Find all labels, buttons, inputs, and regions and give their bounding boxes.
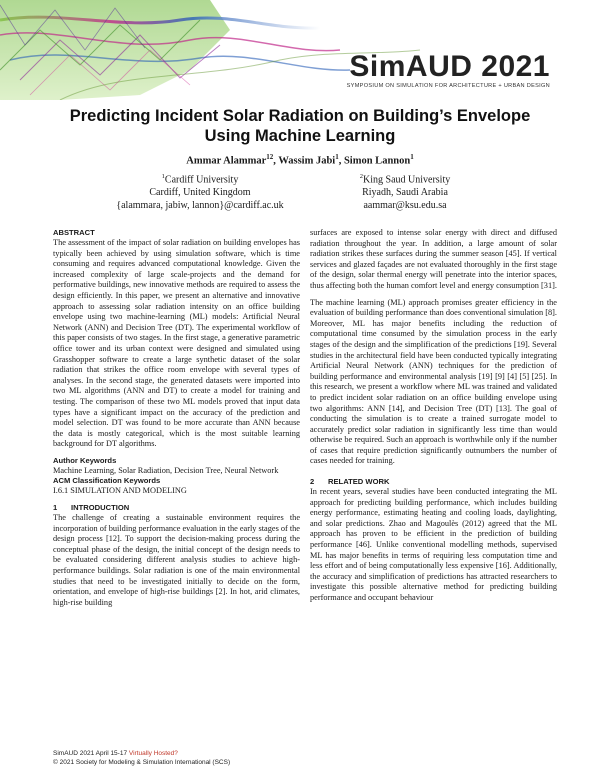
title-line-2: Using Machine Learning <box>204 127 396 145</box>
introduction-text: The challenge of creating a sustainable environment requires the incorporation of building performance evaluation in the early stages of the design process [12]. To support the decision-making process during the conceptual phase of the design, the initial concept of the design needs to be evaluated considering different analysis studies to achieve high-performance buildings. Solar radiation is one of the main environmental studies that need to be investigated initially to decide on the form, orientation, and envelope of high-rise buildings [2]. In hot, arid climates, high-rise building <box>53 513 300 607</box>
keywords-text: Machine Learning, Solar Radiation, Decision Tree, Neural Network <box>53 465 279 475</box>
right-column <box>310 228 557 604</box>
abstract-text: The assessment of the impact of solar radiation on building envelopes has typically been achieved by using simulation software, which is time consuming and requires advanced computational knowledge. Given the increased complexity of large scale-projects and the demand for performative buildings, new innovative methods are required to assess the design efficiently. In this paper, we present an alternative and innovative approach to assessing solar radiation intensity on an office building envelope using two machine-learning (ML) models: Artificial Neural Network (ANN) and Decision Tree (DT). The experimental workflow of this paper consists of two stages. In the first stage, a generative parametric office tower and its urban context were designed and simulated using Grasshopper software to create a large synthetic dataset of the solar radiation that strikes the office room envelope with several types of analyses. In the second stage, the generated datasets were imported into two ML algorithms (ANN and DT) to create a model for training and testing. The comparison of these two ML models proved that input data types have a significant impact on the accuracy of the prediction and model selection. DT was found to be more accurate than ANN because the data is mostly categorical, which is the most suitable learning background for DT algorithms. <box>53 238 300 449</box>
related-work-heading <box>310 477 557 487</box>
acm-text: I.6.1 SIMULATION AND MODELING <box>53 486 187 496</box>
affiliation-location: Cardiff, United Kingdom <box>149 187 251 199</box>
paper-title <box>40 106 560 146</box>
author-affiliation-mark: 1 <box>410 153 414 161</box>
body-paragraph: surfaces are exposed to intense solar energy with direct and diffused radiation throughout the year. In addition, a large amount of solar radiation strikes these surfaces during the summer season [45]. If vertical services and glazed façades are not evaluated thoroughly in the first stage of the design, solar thermal energy will penetrate into the interior spaces, thus affecting both the human comfort level and energy consumption [31]. <box>310 228 557 290</box>
author-separator: , <box>273 155 279 167</box>
acm-heading: ACM Classification Keywords <box>53 476 161 486</box>
body-paragraph: The machine learning (ML) approach promises greater efficiency in the evaluation of building performance than does conventional simulation [8]. Moreover, ML has major benefits including the reduction of computational time consumed by the simulation process in the early stages of the design and the simplification of the predictions [19]. Several studies in the architectural field have been conducted typically integrating Artificial Neural Network (ANN) techniques for the prediction of building performance and environmental analysis [19] [9] [4] [5] [25]. In this research, we present a workflow where ML was trained and validated to predict incident solar radiation on an office building envelope using two algorithms: ANN [14], and Decision Tree (DT) [13]. The goal of conducting the simulation is to create a trained surrogate model to accurately predict solar radiation in significantly less time than would otherwise be required. Such an approach is worthwhile only if the number of cases that require prediction significantly outnumbers the number of cases needed for training. <box>310 297 557 466</box>
affiliation-email: aammar@ksu.edu.sa <box>363 200 447 212</box>
affiliation-1 <box>90 170 310 212</box>
abstract-heading: ABSTRACT <box>53 228 95 237</box>
author-list <box>40 153 560 167</box>
related-work-text: In recent years, several studies have been conducted integrating the ML approach for predicting building performance, which includes building energy performance, estimating heating and cooling loads, daylighting, and solar predictions. Zhao and Magoulès (2012) agreed that the ML approach has proven to be efficient in the prediction of building performance [46]. Unlike conventional modelling methods, supervised ML has major benefits in terms of requiring less computation time and less effort and of being computationally less expensive [16]. Additionally, the accuracy and simplification of predictions has attracted researchers to investigate this possible alternative method for predicting building performance and occupant behaviour <box>310 487 557 602</box>
logo-tagline: SYMPOSIUM ON SIMULATION FOR ARCHITECTURE + URBAN DESIGN <box>346 83 550 89</box>
affiliation-email: {alammara, jabiw, lannon}@cardiff.ac.uk <box>116 200 284 212</box>
title-line-1: Predicting Incident Solar Radiation on Building’s Envelope <box>69 107 531 125</box>
section-title: RELATED WORK <box>328 477 390 487</box>
section-number: 2 <box>310 477 315 487</box>
affiliation-2 <box>330 170 480 212</box>
affiliation-mark: 1 <box>161 173 165 180</box>
section-title: INTRODUCTION <box>71 503 130 513</box>
author-name: Wassim Jabi <box>278 155 336 167</box>
author-name: Simon Lannon <box>343 155 411 167</box>
author-name: Ammar Alammar <box>186 155 267 167</box>
author-separator: , <box>338 155 344 167</box>
simaud-logo <box>347 52 550 89</box>
author-affiliation-mark: 1 <box>335 153 339 161</box>
footer-virtual-note: Virtually Hosted? <box>128 750 178 757</box>
keywords-heading: Author Keywords <box>53 455 117 465</box>
affiliation-mark: 2 <box>359 173 364 180</box>
left-column <box>53 228 300 608</box>
introduction-heading <box>53 503 300 513</box>
affiliation-institution: King Saud University <box>363 174 451 186</box>
footer-copyright: © 2021 Society for Modeling & Simulation International (SCS) <box>53 758 231 766</box>
section-number: 1 <box>53 503 58 513</box>
affiliation-location: Riyadh, Saudi Arabia <box>362 187 448 199</box>
author-affiliation-mark: 12 <box>266 153 274 161</box>
affiliation-institution: Cardiff University <box>164 174 239 186</box>
footer-conference: SimAUD 2021 April 15-17 <box>53 750 128 757</box>
logo-name: SimAUD 2021 <box>349 50 550 83</box>
page-footer <box>53 750 230 767</box>
